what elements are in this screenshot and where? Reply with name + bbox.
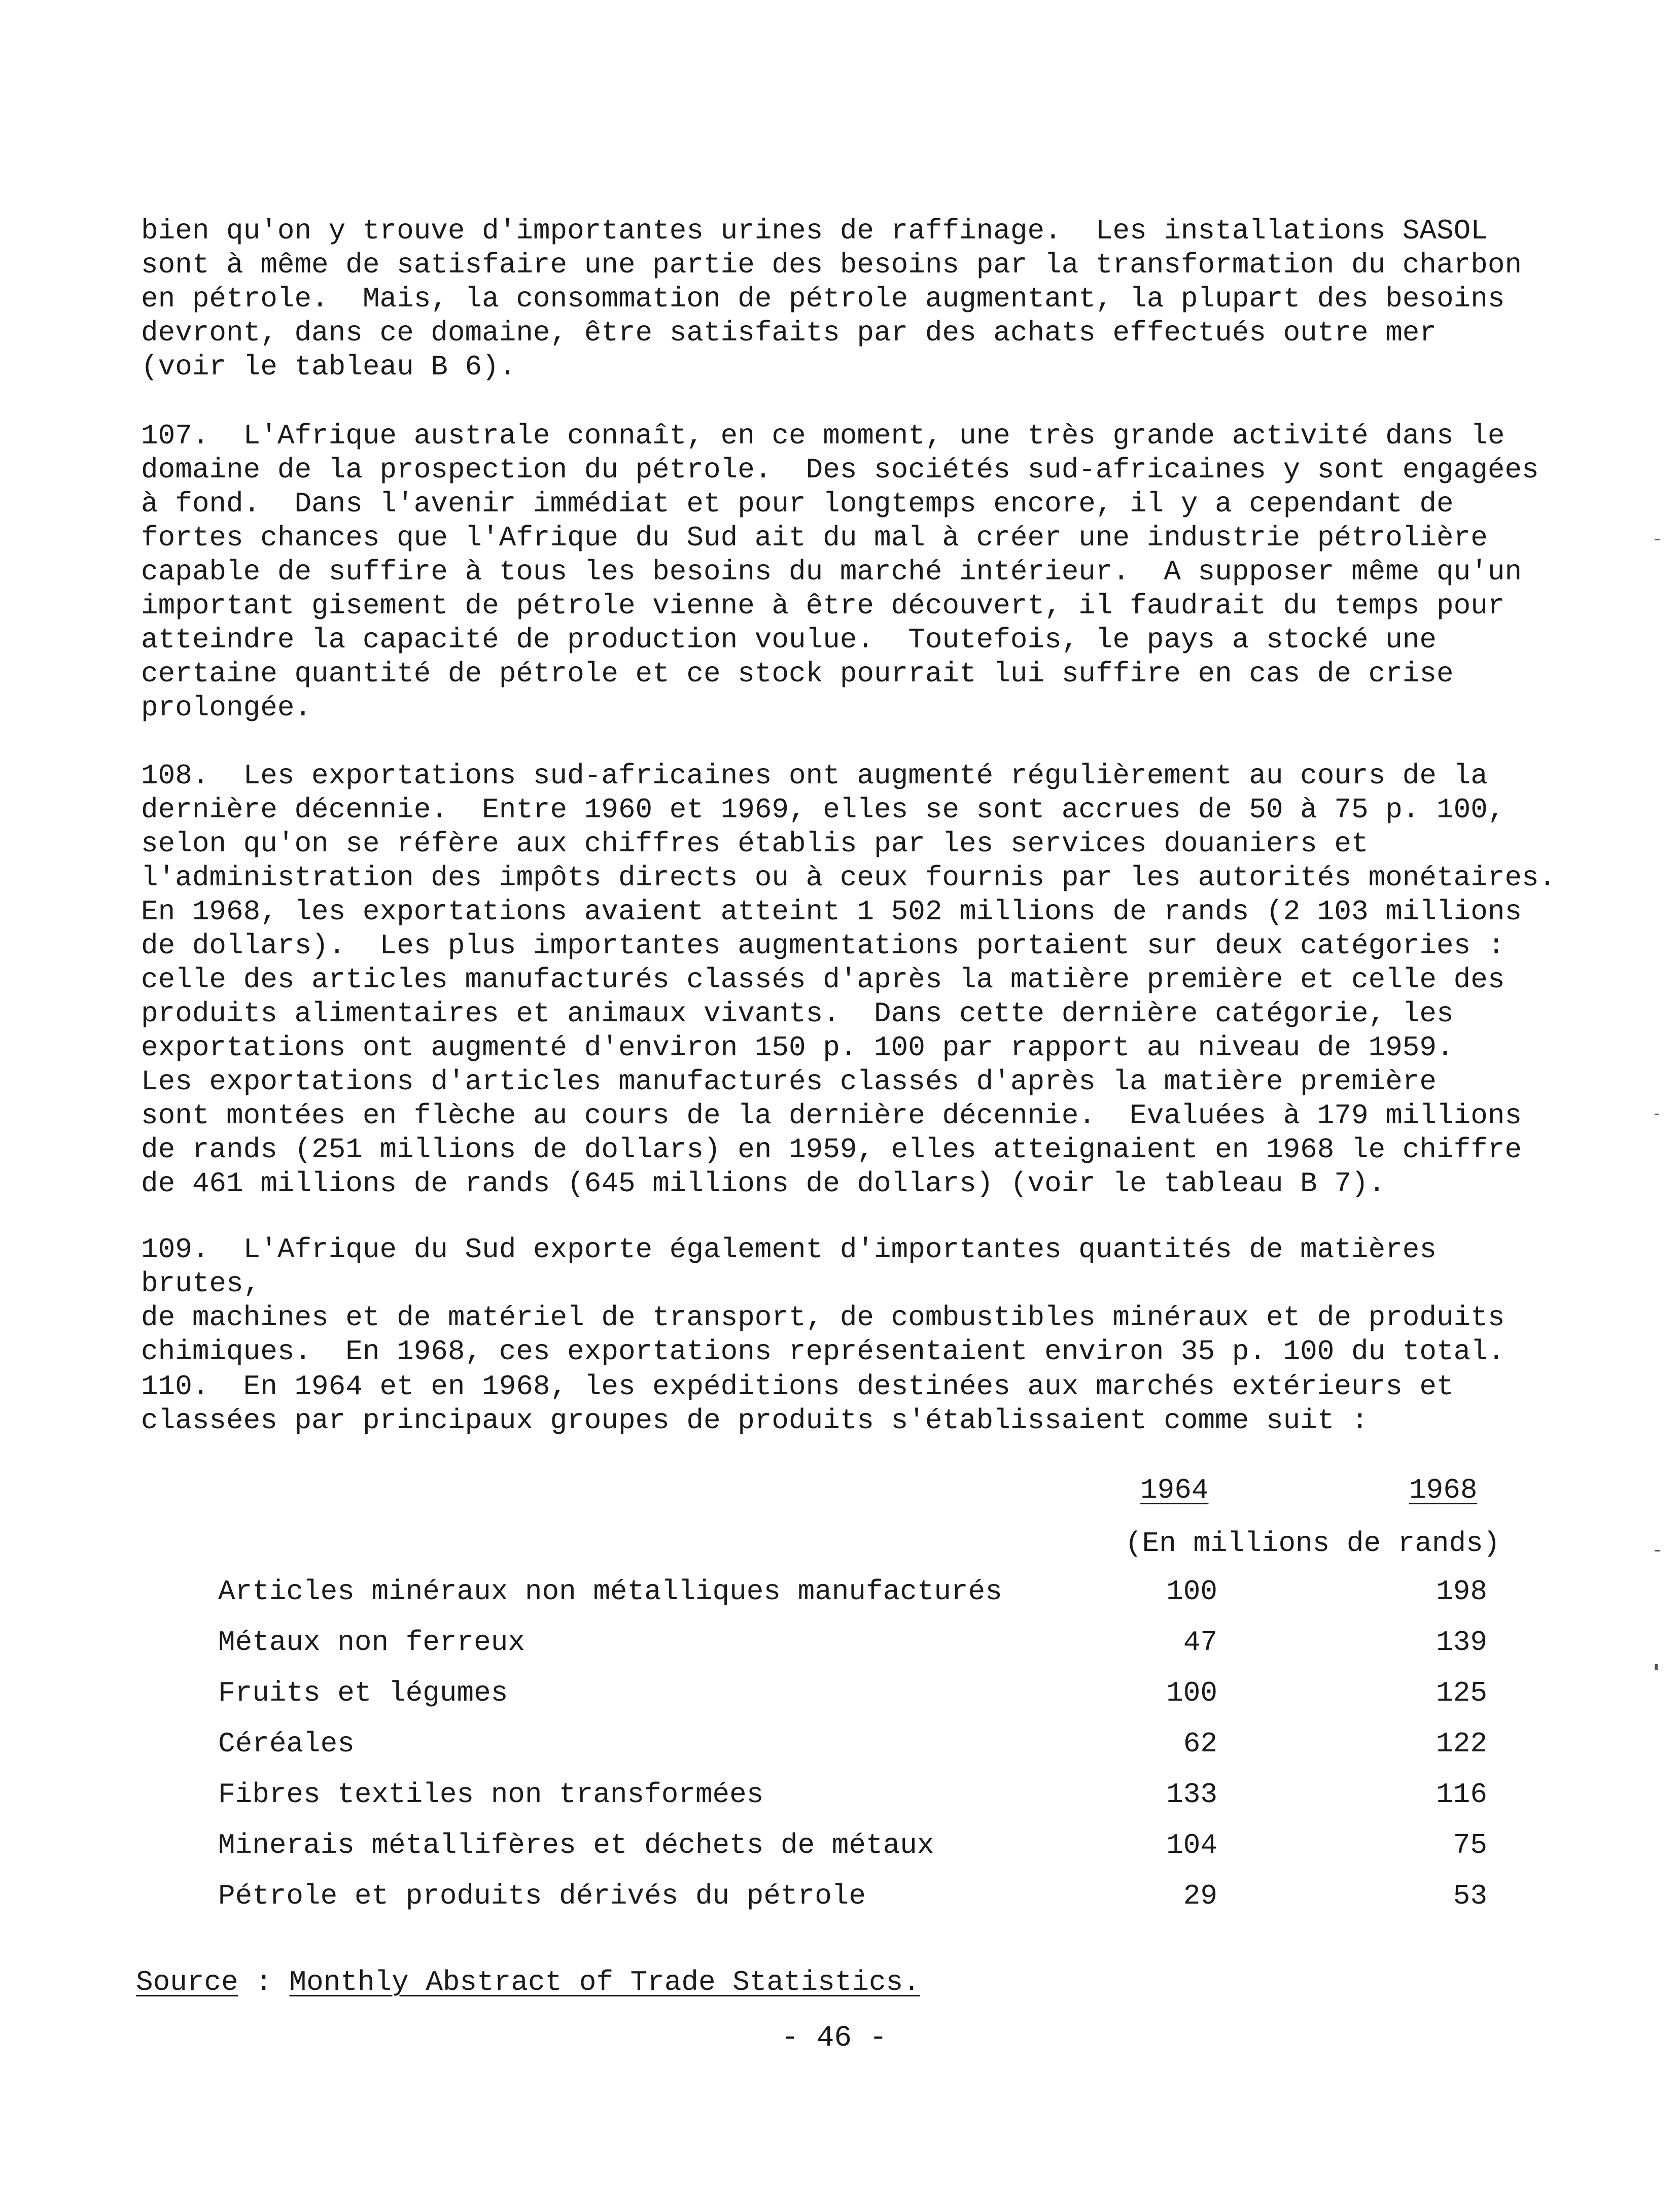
row-label: Articles minéraux non métalliques manufacturés — [218, 1575, 1002, 1608]
unit-label: (En millions de rands) — [1125, 1527, 1500, 1560]
source-label: Source — [136, 1966, 238, 1998]
value-1964: 100 — [1166, 1677, 1217, 1709]
value-1964: 104 — [1166, 1829, 1217, 1861]
value-1964: 47 — [1183, 1626, 1217, 1659]
value-1968: 122 — [1436, 1728, 1487, 1760]
row-label: Pétrole et produits dérivés du pétrole — [218, 1880, 866, 1912]
value-1968: 53 — [1453, 1880, 1487, 1912]
row-label: Métaux non ferreux — [218, 1626, 525, 1659]
value-1964: 29 — [1183, 1880, 1217, 1912]
value-1968: 116 — [1436, 1778, 1487, 1811]
value-1968: 139 — [1436, 1626, 1487, 1659]
source-end: . — [903, 1966, 920, 1998]
table-row — [0, 1728, 1680, 1778]
table-row — [0, 1778, 1680, 1829]
table-row — [0, 1677, 1680, 1728]
value-1964: 100 — [1166, 1575, 1217, 1608]
column-header-1968: 1968 — [1409, 1474, 1478, 1506]
value-1968: 125 — [1436, 1677, 1487, 1709]
row-label: Minerais métallifères et déchets de métaux — [218, 1829, 934, 1861]
paragraph-110: 110. En 1964 et en 1968, les expéditions destinées aux marchés extérieurs et classées par principaux groupes de produits s'établissaient comme suit : — [141, 1370, 1454, 1437]
table-row — [0, 1880, 1680, 1930]
scan-mark — [1655, 539, 1660, 540]
row-label: Fruits et légumes — [218, 1677, 508, 1709]
table-row — [0, 1575, 1680, 1626]
table-row — [0, 1829, 1680, 1880]
scan-mark — [1655, 1114, 1659, 1115]
row-label: Fibres textiles non transformées — [218, 1778, 764, 1811]
value-1968: 75 — [1453, 1829, 1487, 1861]
value-1968: 198 — [1436, 1575, 1487, 1608]
column-header-1964: 1964 — [1140, 1474, 1209, 1506]
scan-mark — [1655, 1664, 1658, 1670]
paragraph-109: 109. L'Afrique du Sud exporte également d'importantes quantités de matières brutes, de machines et de matériel de transport, de combustibles minéraux et de produits chimiques. En 1968, ces exportations représentaient environ 35 p. 100 du total. — [141, 1233, 1505, 1368]
row-label: Céréales — [218, 1728, 355, 1760]
scan-mark — [1655, 1550, 1660, 1551]
source-separator: : — [238, 1966, 290, 1998]
source-note — [136, 1966, 920, 1998]
paragraph-107: 107. L'Afrique australe connaît, en ce moment, une très grande activité dans le domaine de la prospection du pétrole. Des sociétés sud-africaines y sont engagées à fond. Dans l'avenir immédiat et pour longtemps encore, il y a cependant de fortes chances que l'Afrique du Sud ait du mal à créer une industrie pétrolière capable de suffire à tous les besoins du marché intérieur. A supposer même qu'un important gisement de pétrole vienne à être découvert, il faudrait du temps pour atteindre la capacité de production voulue. Toutefois, le pays a stocké une certaine quantité de pétrole et ce stock pourrait lui suffire en cas de crise prolongée. — [141, 420, 1539, 724]
source-text: Monthly Abstract of Trade Statistics — [289, 1966, 903, 1998]
table-row — [0, 1626, 1680, 1677]
page-number: - 46 - — [781, 2022, 887, 2055]
paragraph-106-continued: bien qu'on y trouve d'importantes urines de raffinage. Les installations SASOL sont à même de satisfaire une partie des besoins par la transformation du charbon en pétrole. Mais, la consommation de pétrole augmentant, la plupart des besoins devront, dans ce domaine, être satisfaits par des achats effectués outre mer (voir le tableau B 6). — [141, 215, 1522, 383]
paragraph-108: 108. Les exportations sud-africaines ont augmenté régulièrement au cours de la dernière décennie. Entre 1960 et 1969, elles se sont accrues de 50 à 75 p. 100, selon qu'on se réfère aux chiffres établis par les services douaniers et l'administration des impôts directs ou à ceux fournis par les autorités monétaires. En 1968, les exportations avaient atteint 1 502 millions de rands (2 103 millions de dollars). Les plus importantes augmentations portaient sur deux catégories : celle des articles manufacturés classés d'après la matière première et celle des produits alimentaires et animaux vivants. Dans cette dernière catégorie, les exportations ont augmenté d'environ 150 p. 100 par rapport au niveau de 1959. Les exportations d'articles manufacturés classés d'après la matière première sont montées en flèche au cours de la dernière décennie. Evaluées à 179 millions de rands (251 millions de dollars) en 1959, elles atteignaient en 1968 le chiffre de 461 millions de rands (645 millions de dollars) (voir le tableau B 7). — [141, 760, 1556, 1200]
value-1964: 133 — [1166, 1778, 1217, 1811]
value-1964: 62 — [1183, 1728, 1217, 1760]
